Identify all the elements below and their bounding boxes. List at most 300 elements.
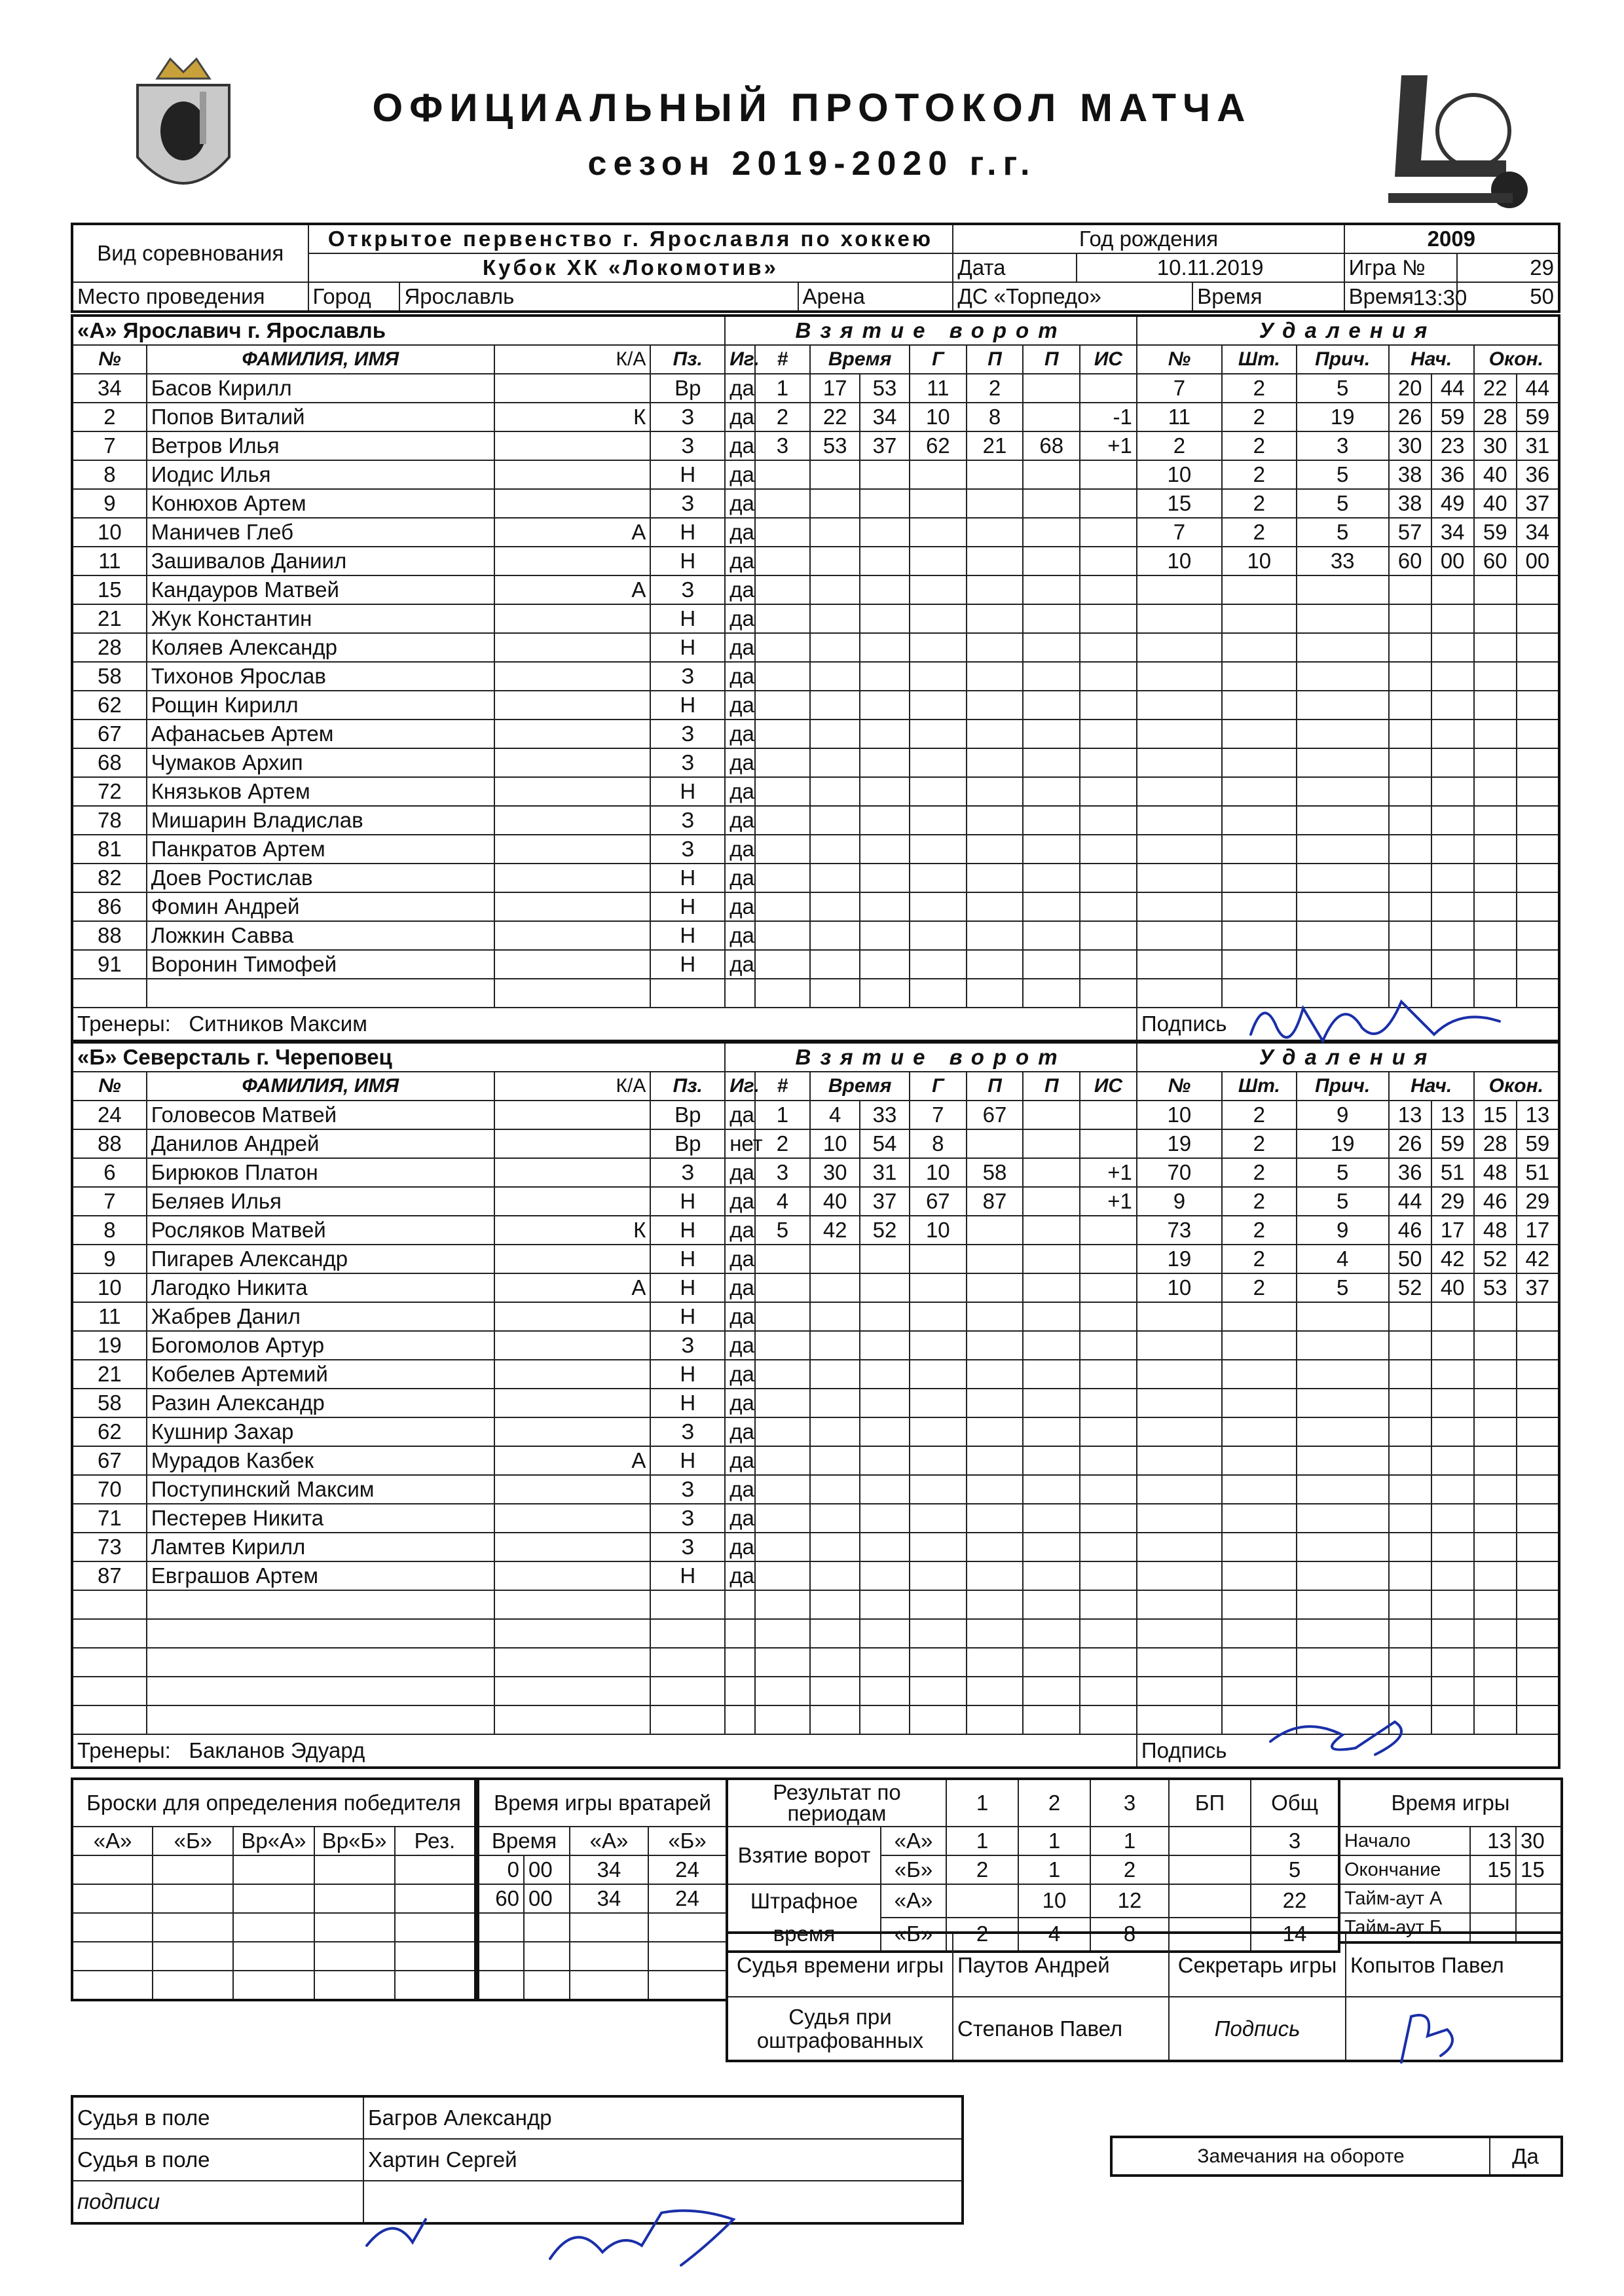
player-name [147, 979, 494, 1008]
period-col: БП [1169, 1779, 1251, 1827]
pen-end-sec: 44 [1517, 374, 1559, 403]
goal-scorer: 11 [910, 374, 967, 403]
col-p2: П [1023, 345, 1080, 374]
player-role [494, 835, 650, 864]
goal-assist-1: 58 [967, 1158, 1024, 1187]
player-played: да [725, 460, 755, 489]
player-played: да [725, 374, 755, 403]
player-number: 78 [72, 806, 147, 835]
pen-end-min: 28 [1474, 1129, 1517, 1158]
player-played [725, 1677, 755, 1705]
goal-sec: 37 [860, 431, 910, 460]
goals-b: 2 [1090, 1855, 1169, 1884]
table-row [72, 1417, 1559, 1446]
pen-start-sec: 00 [1431, 547, 1474, 575]
remarks-table [1110, 2136, 1563, 2177]
goal-num: 5 [755, 1216, 811, 1245]
pen-reason: 19 [1297, 1129, 1389, 1158]
player-played: да [725, 1417, 755, 1446]
goal-assist-2 [1023, 1187, 1080, 1216]
col-pen-num: № [1137, 345, 1222, 374]
pen-start-sec: 49 [1431, 489, 1474, 518]
goals-header: Взятие ворот [725, 316, 1137, 345]
player-position: Н [650, 892, 725, 921]
page-title: ОФИЦИАЛЬНЫЙ ПРОТОКОЛ МАТЧА [372, 86, 1252, 130]
player-played: да [725, 1158, 755, 1187]
pen-player: 11 [1137, 403, 1222, 431]
match-date: 10.11.2019 [1077, 253, 1344, 282]
competition-line-2: Кубок ХК «Локомотив» [308, 253, 953, 282]
period-col: Общ [1251, 1779, 1339, 1827]
city-label: Город [308, 282, 400, 312]
pen-end-sec: 59 [1517, 403, 1559, 431]
col-ic: ИС [1080, 1072, 1137, 1101]
pens-a [946, 1884, 1018, 1918]
player-number: 7 [72, 431, 147, 460]
player-role [494, 1677, 650, 1705]
pen-end-min: 53 [1474, 1273, 1517, 1302]
goals-label: Взятие ворот [727, 1827, 881, 1884]
goal-strength: -1 [1080, 403, 1137, 431]
goal-min: 30 [810, 1158, 860, 1187]
goal-min: 10 [810, 1129, 860, 1158]
period-results-title: Результат по периодам [727, 1779, 946, 1827]
player-name: Богомолов Артур [147, 1331, 494, 1360]
col-pen-end: Окон. [1474, 1072, 1559, 1101]
pen-start-sec: 42 [1431, 1245, 1474, 1273]
player-position [650, 1619, 725, 1648]
player-position: Н [650, 1360, 725, 1389]
pen-start-sec: 34 [1431, 518, 1474, 547]
player-number: 91 [72, 950, 147, 979]
goal-num: 2 [755, 1129, 811, 1158]
goals-b: 2 [946, 1855, 1018, 1884]
player-number [72, 1619, 147, 1648]
goal-assist-2 [1023, 1101, 1080, 1129]
end-mm: 15 [1516, 1855, 1562, 1884]
player-role: К [494, 1216, 650, 1245]
player-played [725, 979, 755, 1008]
table-row [72, 892, 1559, 921]
pen-end-min: 48 [1474, 1158, 1517, 1187]
pen-reason: 5 [1297, 460, 1389, 489]
player-number: 7 [72, 1187, 147, 1216]
player-played: да [725, 892, 755, 921]
player-number: 70 [72, 1475, 147, 1504]
col-pen-reason: Прич. [1297, 345, 1389, 374]
player-role [494, 1475, 650, 1504]
player-role [494, 1129, 650, 1158]
secretary: Копытов Павел [1346, 1933, 1562, 1997]
player-played: да [725, 950, 755, 979]
player-played: да [725, 1389, 755, 1417]
goal-assist-2 [1023, 1216, 1080, 1245]
table-row [72, 518, 1559, 547]
player-role [494, 489, 650, 518]
table-row [72, 489, 1559, 518]
time-label-text: Время [1348, 284, 1414, 308]
goal-assist-1 [967, 1216, 1024, 1245]
pen-end-min: 40 [1474, 489, 1517, 518]
player-number [72, 1648, 147, 1677]
pen-reason: 9 [1297, 1216, 1389, 1245]
pen-reason: 9 [1297, 1101, 1389, 1129]
player-role [494, 547, 650, 575]
player-number: 58 [72, 662, 147, 691]
penalty-judge-label: Судья при оштрафованных [727, 1997, 953, 2061]
penalty-time-label: Штрафное время [727, 1884, 881, 1952]
player-position: Н [650, 777, 725, 806]
goal-min: 22 [810, 403, 860, 431]
player-number: 71 [72, 1504, 147, 1533]
goalie-time-min: 60 [478, 1884, 524, 1913]
pen-start-sec: 23 [1431, 431, 1474, 460]
pen-end-sec: 31 [1517, 431, 1559, 460]
shootout-col: Вр«Б» [314, 1827, 395, 1855]
player-number: 82 [72, 864, 147, 892]
time-label: Время [1192, 282, 1344, 312]
player-position [650, 1677, 725, 1705]
player-number: 15 [72, 575, 147, 604]
player-position: З [650, 1417, 725, 1446]
pen-start-sec: 40 [1431, 1273, 1474, 1302]
col-pen-num: № [1137, 1072, 1222, 1101]
timekeeper-label: Судья времени игры [727, 1933, 953, 1997]
pen-player: 7 [1137, 374, 1222, 403]
pen-player: 10 [1137, 460, 1222, 489]
player-number [72, 1590, 147, 1619]
player-name: Князьков Артем [147, 777, 494, 806]
player-name [147, 1619, 494, 1648]
player-position: Н [650, 460, 725, 489]
table-row [72, 1360, 1559, 1389]
pen-minutes: 2 [1222, 460, 1297, 489]
table-row [72, 1533, 1559, 1561]
pen-end-min: 48 [1474, 1216, 1517, 1245]
player-name: Пигарев Александр [147, 1245, 494, 1273]
player-number [72, 979, 147, 1008]
player-name: Ложкин Савва [147, 921, 494, 950]
player-position: Вр [650, 374, 725, 403]
player-role [494, 662, 650, 691]
player-position: Н [650, 921, 725, 950]
player-played: да [725, 1331, 755, 1360]
goal-strength: +1 [1080, 1187, 1137, 1216]
player-played: да [725, 921, 755, 950]
pen-player: 19 [1137, 1129, 1222, 1158]
coaches-label: Тренеры: [77, 1011, 171, 1036]
goal-strength [1080, 374, 1137, 403]
end-label: Окончание [1339, 1855, 1470, 1884]
player-number: 21 [72, 604, 147, 633]
signature-penalty-judge [1388, 2003, 1480, 2075]
pen-end-sec: 29 [1517, 1187, 1559, 1216]
goal-assist-2 [1023, 374, 1080, 403]
pen-reason: 5 [1297, 374, 1389, 403]
table-row [72, 403, 1559, 431]
goal-sec: 31 [860, 1158, 910, 1187]
player-name: Тихонов Ярослав [147, 662, 494, 691]
table-row [72, 1590, 1559, 1619]
player-role [494, 892, 650, 921]
timeout-b-label: Тайм-аут Б [1339, 1913, 1470, 1942]
goal-scorer: 10 [910, 1158, 967, 1187]
pen-minutes: 2 [1222, 1216, 1297, 1245]
timekeeper: Паутов Андрей [953, 1933, 1169, 1997]
pen-end-sec: 51 [1517, 1158, 1559, 1187]
goal-assist-2: 68 [1023, 431, 1080, 460]
signature-referees [354, 2180, 760, 2278]
pen-end-sec: 59 [1517, 1129, 1559, 1158]
pen-end-min: 46 [1474, 1187, 1517, 1216]
season-subtitle: сезон 2019-2020 г.г. [587, 145, 1037, 183]
goals-b: 1 [1018, 1855, 1090, 1884]
table-row [72, 374, 1559, 403]
table-row [72, 921, 1559, 950]
player-name: Рощин Кирилл [147, 691, 494, 720]
goals-a-total: 3 [1251, 1827, 1339, 1855]
start-hh: 13 [1470, 1827, 1516, 1855]
penalties-header: Удаления [1137, 1042, 1559, 1072]
shootout-title: Броски для определения победителя [72, 1779, 475, 1827]
place-label: Место проведения [72, 282, 308, 312]
player-played: да [725, 575, 755, 604]
player-name: Евграшов Артем [147, 1561, 494, 1590]
arena: ДС «Торпедо» [953, 282, 1192, 312]
player-name: Конюхов Артем [147, 489, 494, 518]
pens-a: 12 [1090, 1884, 1169, 1918]
arena-label: Арена [798, 282, 953, 312]
table-row [72, 1101, 1559, 1129]
pen-minutes: 2 [1222, 518, 1297, 547]
player-played [725, 1619, 755, 1648]
period-results-table [726, 1777, 1340, 1953]
pens-a-total: 22 [1251, 1884, 1339, 1918]
player-role [494, 691, 650, 720]
penalty-judge: Степанов Павел [953, 1997, 1169, 2061]
player-position: Вр [650, 1129, 725, 1158]
pen-start-sec: 36 [1431, 460, 1474, 489]
player-role [494, 633, 650, 662]
date-label: Дата [953, 253, 1076, 282]
pen-start-min: 30 [1389, 431, 1431, 460]
pen-reason: 19 [1297, 403, 1389, 431]
goal-min: 17 [810, 374, 860, 403]
pens-b: 8 [1090, 1918, 1169, 1952]
col-g: Г [910, 1072, 967, 1101]
col-pen-start: Нач. [1389, 1072, 1474, 1101]
player-played: да [725, 1273, 755, 1302]
pen-end-sec: 36 [1517, 460, 1559, 489]
pen-start-min: 20 [1389, 374, 1431, 403]
player-role: А [494, 518, 650, 547]
player-position: З [650, 748, 725, 777]
player-position: З [650, 403, 725, 431]
player-played: да [725, 633, 755, 662]
goalie-time-col: «А» [570, 1827, 648, 1855]
player-played: да [725, 1475, 755, 1504]
competition-line-1: Открытое первенство г. Ярославля по хоккею [308, 224, 953, 253]
table-row [72, 748, 1559, 777]
player-role [494, 1619, 650, 1648]
pen-start-min: 50 [1389, 1245, 1431, 1273]
goal-sec: 53 [860, 374, 910, 403]
pen-player: 10 [1137, 1101, 1222, 1129]
pen-start-sec: 59 [1431, 1129, 1474, 1158]
city: Ярославль [399, 282, 798, 312]
goalie-time-min: 0 [478, 1855, 524, 1884]
pen-start-min: 26 [1389, 403, 1431, 431]
pen-player: 73 [1137, 1216, 1222, 1245]
player-played: да [725, 1187, 755, 1216]
penalties-header: Удаления [1137, 316, 1559, 345]
team-sign-label: Подпись [1137, 1008, 1559, 1041]
player-position [650, 1590, 725, 1619]
signatures-label: подписи [72, 2181, 363, 2223]
player-name: Маничев Глеб [147, 518, 494, 547]
goal-assist-1: 67 [967, 1101, 1024, 1129]
player-played: да [725, 1561, 755, 1590]
player-position: З [650, 662, 725, 691]
goal-scorer: 10 [910, 1216, 967, 1245]
goal-min: 40 [810, 1187, 860, 1216]
player-role [494, 1302, 650, 1331]
pen-start-min: 52 [1389, 1273, 1431, 1302]
player-number: 62 [72, 691, 147, 720]
goal-num: 1 [755, 374, 811, 403]
pen-end-sec: 42 [1517, 1245, 1559, 1273]
player-name: Головесов Матвей [147, 1101, 494, 1129]
player-name: Коляев Александр [147, 633, 494, 662]
player-name: Зашивалов Даниил [147, 547, 494, 575]
player-role [494, 431, 650, 460]
goalie-time-b: 24 [648, 1855, 727, 1884]
goal-num: 3 [755, 431, 811, 460]
player-position: Н [650, 950, 725, 979]
player-role [494, 806, 650, 835]
player-played: да [725, 691, 755, 720]
player-played: да [725, 489, 755, 518]
player-played: да [725, 1504, 755, 1533]
pen-end-sec: 00 [1517, 547, 1559, 575]
pen-start-min: 46 [1389, 1216, 1431, 1245]
pen-reason: 5 [1297, 518, 1389, 547]
col-p1: П [967, 1072, 1024, 1101]
player-position: Н [650, 1187, 725, 1216]
goalie-time-sec: 00 [524, 1884, 570, 1913]
goals-a [1169, 1827, 1251, 1855]
player-position: З [650, 720, 725, 748]
table-row [72, 691, 1559, 720]
player-played: да [725, 1302, 755, 1331]
pen-reason: 5 [1297, 1187, 1389, 1216]
table-row [72, 1648, 1559, 1677]
col-pos: Пз. [650, 345, 725, 374]
pen-start-sec: 13 [1431, 1101, 1474, 1129]
shootout-col: «Б» [153, 1827, 233, 1855]
player-name [147, 1677, 494, 1705]
player-position: Н [650, 1389, 725, 1417]
goal-assist-1: 2 [967, 374, 1024, 403]
team-title: «Б» Северсталь г. Череповец [72, 1042, 725, 1072]
player-name: Кобелев Артемий [147, 1360, 494, 1389]
table-row [72, 1504, 1559, 1533]
player-played: да [725, 777, 755, 806]
pen-end-sec: 37 [1517, 489, 1559, 518]
period-col: 1 [946, 1779, 1018, 1827]
player-position [650, 1648, 725, 1677]
player-position: Н [650, 1302, 725, 1331]
remarks-label: Замечания на обороте [1111, 2137, 1490, 2176]
player-name [147, 1648, 494, 1677]
referee-1: Багров Александр [363, 2096, 963, 2139]
pen-reason: 3 [1297, 431, 1389, 460]
player-played: да [725, 547, 755, 575]
col-goal-time: Время [810, 1072, 910, 1101]
player-played: да [725, 1245, 755, 1273]
shootout-table [71, 1777, 477, 2001]
player-played: да [725, 748, 755, 777]
goal-sec: 34 [860, 403, 910, 431]
goalie-time-col: «Б» [648, 1827, 727, 1855]
pen-reason: 4 [1297, 1245, 1389, 1273]
goal-scorer: 8 [910, 1129, 967, 1158]
player-position: З [650, 1331, 725, 1360]
player-name: Чумаков Архип [147, 748, 494, 777]
table-row [72, 1216, 1559, 1245]
player-position: Вр [650, 1101, 725, 1129]
pen-start-sec: 44 [1431, 374, 1474, 403]
col-goal-num: # [755, 1072, 811, 1101]
player-name: Мурадов Казбек [147, 1446, 494, 1475]
goalie-time-b: 24 [648, 1884, 727, 1913]
player-number: 86 [72, 892, 147, 921]
goalie-time-a: 34 [570, 1855, 648, 1884]
pen-start-sec: 51 [1431, 1158, 1474, 1187]
pen-player: 9 [1137, 1187, 1222, 1216]
teamA-protocol-table [71, 314, 1560, 1042]
player-position: Н [650, 1561, 725, 1590]
pen-start-min: 57 [1389, 518, 1431, 547]
game-number-label: Игра № [1344, 253, 1457, 282]
col-num: № [72, 345, 147, 374]
pen-minutes: 2 [1222, 1245, 1297, 1273]
match-info-table [71, 223, 1560, 313]
player-role [494, 1360, 650, 1389]
player-played: да [725, 604, 755, 633]
period-col: 3 [1090, 1779, 1169, 1827]
player-played: да [725, 403, 755, 431]
player-role [494, 1705, 650, 1734]
table-row [72, 575, 1559, 604]
team-a-label: «А» [881, 1827, 946, 1855]
goal-assist-1: 8 [967, 403, 1024, 431]
start-time: 13:30 [1412, 285, 1467, 310]
goal-min: 4 [810, 1101, 860, 1129]
col-pen-reason: Прич. [1297, 1072, 1389, 1101]
col-num: № [72, 1072, 147, 1101]
player-role [494, 1187, 650, 1216]
player-role [494, 1101, 650, 1129]
team-sign-label: Подпись [1137, 1734, 1559, 1768]
player-role: А [494, 575, 650, 604]
player-number: 28 [72, 633, 147, 662]
player-name: Воронин Тимофей [147, 950, 494, 979]
table-row [72, 604, 1559, 633]
goal-num: 2 [755, 403, 811, 431]
player-played: да [725, 1360, 755, 1389]
goal-strength [1080, 1216, 1137, 1245]
